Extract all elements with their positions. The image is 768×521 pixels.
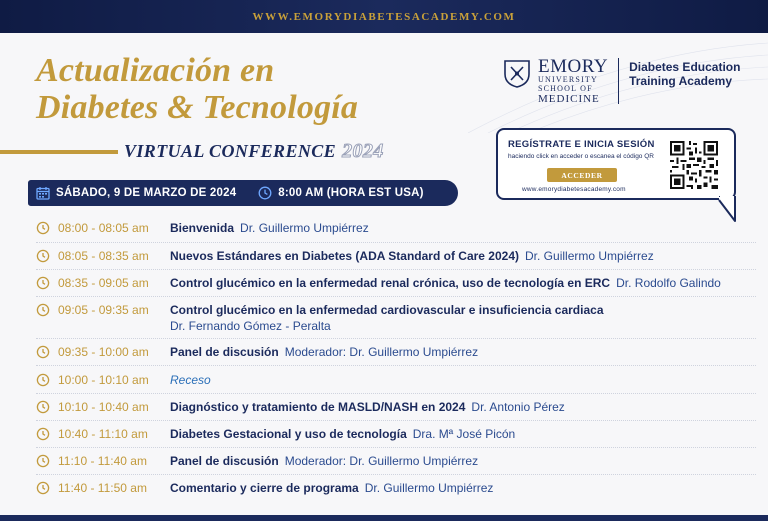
emory-university: UNIVERSITY: [538, 75, 598, 84]
clock-icon: [258, 186, 272, 200]
registration-card: [496, 128, 736, 200]
schedule-row: [36, 302, 756, 334]
clock-icon: [36, 454, 50, 468]
subtitle-year: 2024: [342, 140, 384, 162]
session-title: Control glucémico en la enfermedad cardiovascular e insuficiencia cardiaca: [170, 303, 604, 317]
session-speaker: Dr. Guillermo Umpiérrez: [240, 221, 369, 235]
session-time: 08:35 - 09:05 am: [58, 276, 149, 290]
schedule-row: [36, 480, 756, 496]
acceder-button[interactable]: ACCEDER: [547, 168, 617, 182]
schedule-row: [36, 426, 756, 442]
session-title: Panel de discusión: [170, 454, 279, 468]
logo-divider: [618, 58, 619, 104]
emory-logo: [504, 58, 740, 108]
session-speaker: Dr. Fernando Gómez - Peralta: [170, 319, 331, 333]
session-time: 10:00 - 10:10 am: [58, 373, 149, 387]
row-separator: [36, 474, 756, 475]
session-speaker: Dr. Antonio Pérez: [471, 400, 565, 414]
website-url[interactable]: WWW.EMORYDIABETESACADEMY.COM: [252, 10, 516, 23]
session-title: Control glucémico en la enfermedad renal crónica, uso de tecnología en ERC: [170, 276, 611, 290]
session-speaker: Moderador: Dr. Guillermo Umpiérrez: [284, 454, 479, 468]
bottom-banner: [0, 515, 768, 521]
top-banner: [0, 0, 768, 33]
gold-divider: [0, 150, 118, 154]
subtitle-text: VIRTUAL CONFERENCE: [124, 141, 337, 161]
row-separator: [36, 242, 756, 243]
speech-tail: [718, 196, 736, 222]
emory-shield-icon: [504, 60, 530, 88]
session-time: 10:40 - 11:10 am: [58, 427, 148, 441]
event-time: 8:00 AM (HORA EST USA): [278, 187, 424, 199]
academy-line-1: Diabetes Education: [629, 60, 741, 74]
title-line-1: Actualización en: [36, 52, 275, 89]
schedule-row: [36, 275, 756, 291]
conference-subtitle: [124, 140, 384, 163]
session-title: Diagnóstico y tratamiento de MASLD/NASH en 2024: [170, 400, 466, 414]
session-speaker: Dr. Rodolfo Galindo: [616, 276, 721, 290]
session-time: 11:40 - 11:50 am: [58, 481, 147, 495]
clock-icon: [36, 481, 50, 495]
clock-icon: [36, 221, 50, 235]
session-title: Comentario y cierre de programa: [170, 481, 359, 495]
session-speaker: Dr. Guillermo Umpiérrez: [525, 249, 654, 263]
academy-name: [629, 60, 740, 108]
schedule-row: [36, 248, 756, 264]
session-title: Receso: [170, 373, 211, 387]
clock-icon: [36, 276, 50, 290]
event-date: SÁBADO, 9 DE MARZO DE 2024: [56, 187, 237, 199]
clock-icon: [36, 427, 50, 441]
session-speaker: Dra. Mª José Picón: [412, 427, 516, 441]
qr-code-icon[interactable]: [668, 139, 720, 191]
schedule-row: [36, 372, 756, 388]
session-time: 08:05 - 08:35 am: [58, 249, 149, 263]
emory-school-of: SCHOOL OF: [538, 84, 593, 93]
session-time: 10:10 - 10:40 am: [58, 400, 149, 414]
row-separator: [36, 296, 756, 297]
row-separator: [36, 420, 756, 421]
event-date-bar: [28, 180, 458, 206]
clock-icon: [36, 345, 50, 359]
registration-title: REGÍSTRATE E INICIA SESIÓN: [508, 139, 655, 150]
schedule-row: [36, 344, 756, 360]
schedule-row: [36, 453, 756, 469]
calendar-icon: [36, 186, 50, 200]
row-separator: [36, 447, 756, 448]
session-time: 11:10 - 11:40 am: [58, 454, 147, 468]
clock-icon: [36, 373, 50, 387]
session-time: 08:00 - 08:05 am: [58, 221, 149, 235]
session-title: Nuevos Estándares en Diabetes (ADA Standard of Care 2024): [170, 249, 520, 263]
emory-wordmark: [538, 58, 608, 108]
row-separator: [36, 338, 756, 339]
clock-icon: [36, 249, 50, 263]
schedule-row: [36, 220, 756, 236]
registration-subtitle: haciendo click en acceder o escanea el código QR: [508, 153, 654, 160]
session-time: 09:35 - 10:00 am: [58, 345, 149, 359]
row-separator: [36, 365, 756, 366]
clock-icon: [36, 303, 50, 317]
registration-url[interactable]: www.emorydiabetesacademy.com: [522, 186, 626, 193]
row-separator: [36, 393, 756, 394]
session-time: 09:05 - 09:35 am: [58, 303, 149, 317]
academy-line-2: Training Academy: [629, 74, 732, 88]
conference-title: [36, 52, 358, 126]
session-speaker: Dr. Guillermo Umpiérrez: [364, 481, 494, 495]
title-line-2: Diabetes & Tecnología: [36, 89, 359, 126]
emory-medicine: MEDICINE: [538, 93, 600, 105]
session-speaker: Moderador: Dr. Guillermo Umpiérrez: [284, 345, 479, 359]
schedule-row: [36, 399, 756, 415]
row-separator: [36, 269, 756, 270]
session-title: Bienvenida: [170, 221, 235, 235]
emory-name: EMORY: [538, 56, 609, 77]
session-title: Diabetes Gestacional y uso de tecnología: [170, 427, 407, 441]
clock-icon: [36, 400, 50, 414]
session-title: Panel de discusión: [170, 345, 279, 359]
